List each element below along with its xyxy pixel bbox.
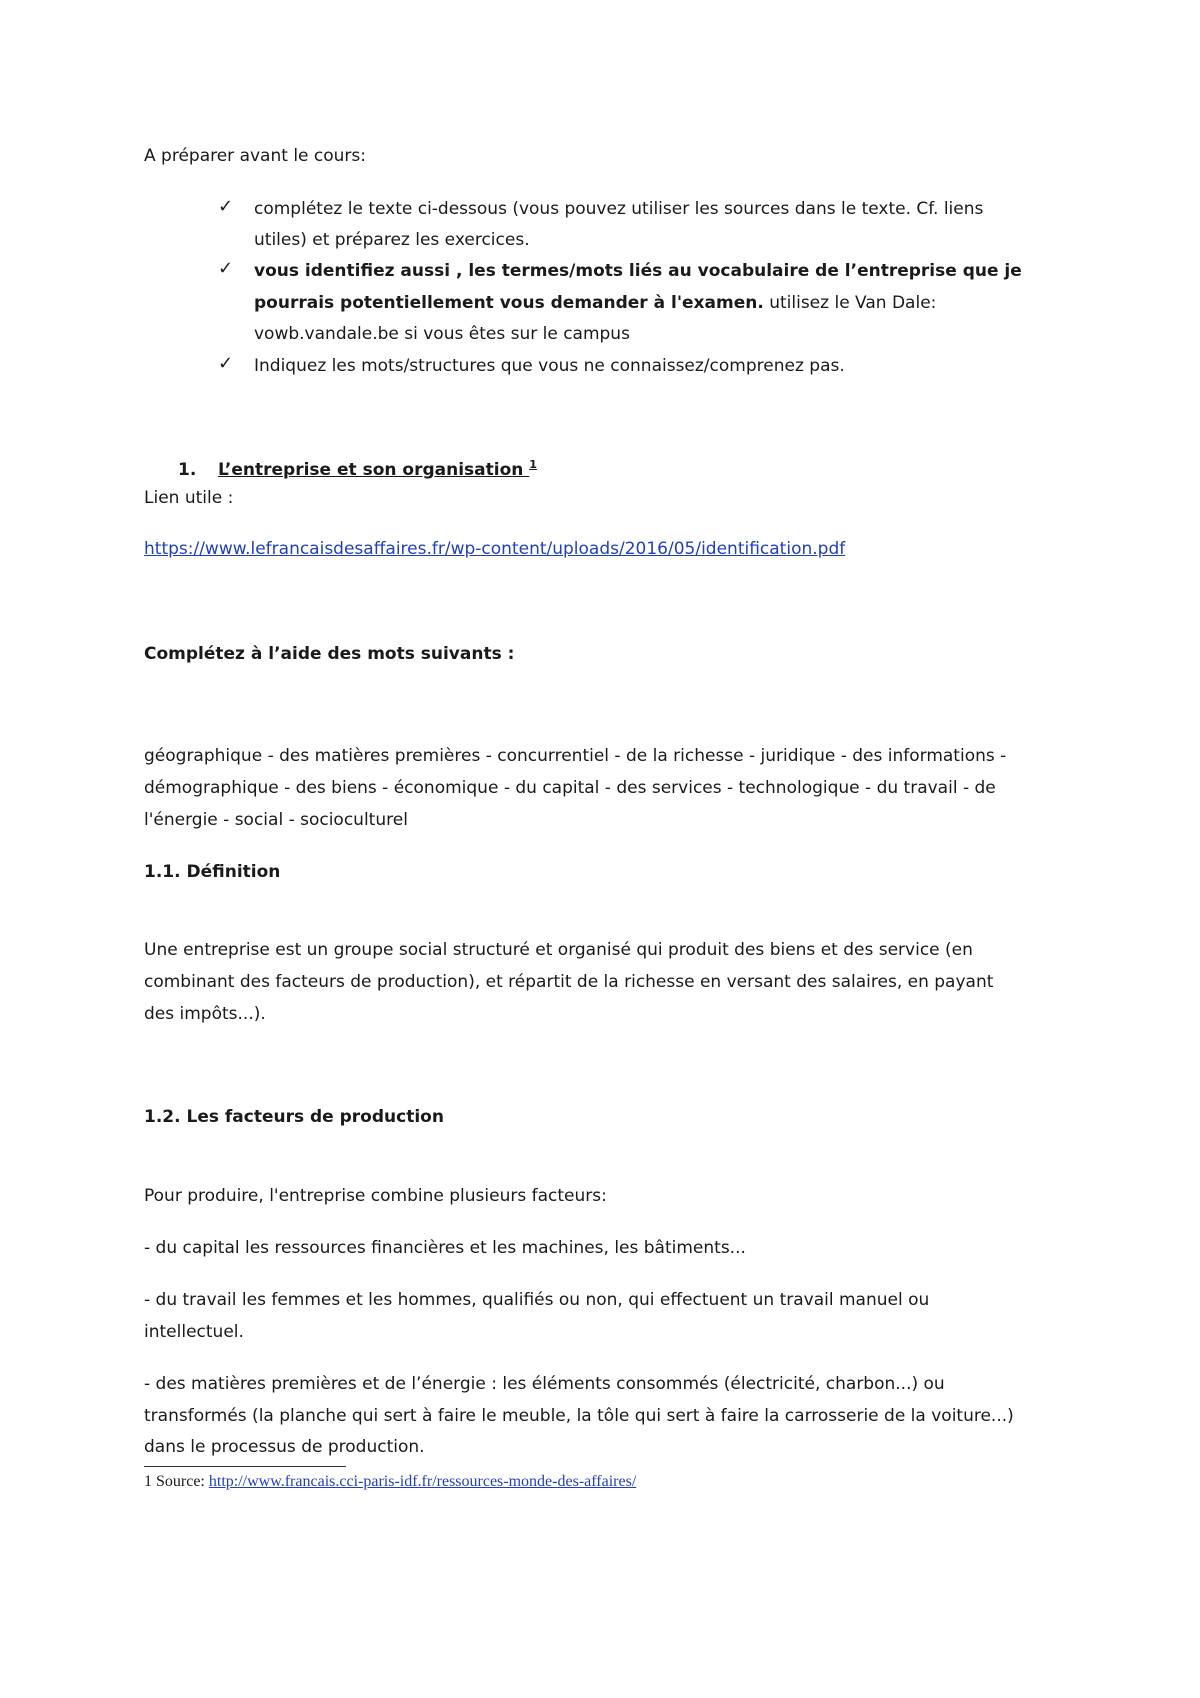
section-1-title [218, 460, 537, 480]
intro-heading: A préparer avant le cours: [144, 146, 366, 166]
checkmark-icon: ✓ [218, 353, 234, 374]
facteur-travail-line-2: intellectuel. [144, 1322, 244, 1342]
checkmark-icon: ✓ [218, 258, 234, 279]
checklist-item-3-line-1: Indiquez les mots/structures que vous ne connaissez/comprenez pas. [254, 356, 845, 376]
checklist-item-2-line-1: vous identifiez aussi , les termes/mots liés au vocabulaire de l’entreprise que je [254, 261, 1022, 281]
facteur-travail-line-1: - du travail les femmes et les hommes, qualifiés ou non, qui effectuent un travail manuel ou [144, 1290, 930, 1310]
section-1-2-heading: 1.2. Les facteurs de production [144, 1107, 444, 1127]
definition-line-3: des impôts...). [144, 1004, 266, 1024]
checklist-item-2-line-3: vowb.vandale.be si vous êtes sur le campus [254, 324, 630, 344]
facteur-matieres-line-1: - des matières premières et de l’énergie : les éléments consommés (électricité, charbon...) ou [144, 1374, 945, 1394]
wordlist-line-2: démographique - des biens - économique - du capital - des services - technologique - du travail - de [144, 778, 996, 798]
checklist-item-1-line-1: complétez le texte ci-dessous (vous pouvez utiliser les sources dans le texte. Cf. liens [254, 199, 984, 219]
checkmark-icon: ✓ [218, 196, 234, 217]
identification-pdf-link[interactable]: https://www.lefrancaisdesaffaires.fr/wp-content/uploads/2016/05/identification.pdf [144, 539, 846, 559]
footnote-label: 1 Source: [144, 1473, 209, 1490]
facteurs-intro: Pour produire, l'entreprise combine plusieurs facteurs: [144, 1186, 607, 1206]
lien-utile-label: Lien utile : [144, 488, 234, 508]
section-1-number: 1. [178, 460, 197, 480]
section-1-title-text: L’entreprise et son organisation [218, 460, 530, 480]
checklist-item-2-line-2 [254, 293, 936, 313]
exercise-prompt: Complétez à l’aide des mots suivants : [144, 644, 515, 664]
wordlist-line-3: l'énergie - social - socioculturel [144, 810, 408, 830]
checklist-item-2-line-2-rest: utilisez le Van Dale: [763, 293, 937, 313]
checklist-item-1-line-2: utiles) et préparez les exercices. [254, 230, 530, 250]
footnote-separator [144, 1466, 346, 1467]
facteur-capital: - du capital les ressources financières et les machines, les bâtiments... [144, 1238, 746, 1258]
section-1-1-heading: 1.1. Définition [144, 862, 281, 882]
footnote [144, 1473, 636, 1491]
facteur-matieres-line-3: dans le processus de production. [144, 1437, 425, 1457]
footnote-reference[interactable]: 1 [529, 458, 537, 471]
definition-line-2: combinant des facteurs de production), et répartit de la richesse en versant des salaires, en payant [144, 972, 994, 992]
facteur-matieres-line-2: transformés (la planche qui sert à faire le meuble, la tôle qui sert à faire la carrosserie de la voiture...) [144, 1406, 1014, 1426]
checklist-item-2-line-2-bold: pourrais potentiellement vous demander à l'examen. [254, 293, 764, 313]
definition-line-1: Une entreprise est un groupe social structuré et organisé qui produit des biens et des service (en [144, 940, 973, 960]
footnote-source-link[interactable]: http://www.francais.cci-paris-idf.fr/ressources-monde-des-affaires/ [208, 1473, 637, 1490]
wordlist-line-1: géographique - des matières premières - concurrentiel - de la richesse - juridique - des informations - [144, 746, 1007, 766]
